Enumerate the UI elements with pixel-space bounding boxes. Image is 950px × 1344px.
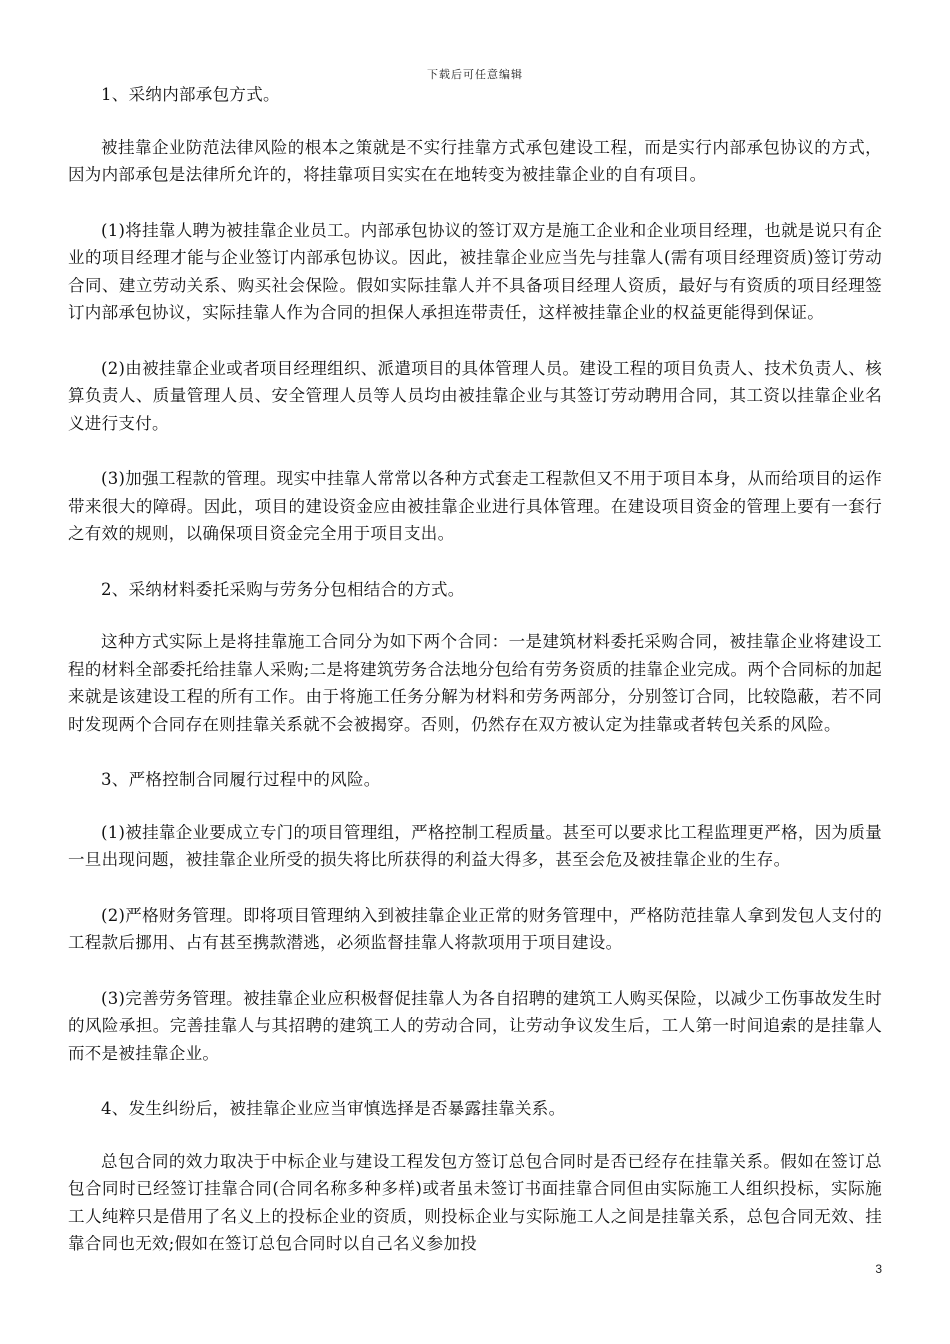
section-heading-2: 2、采纳材料委托采购与劳务分包相结合的方式。 xyxy=(101,579,465,599)
section-heading-1: 1、采纳内部承包方式。 xyxy=(101,85,280,104)
paragraph: 这种方式实际上是将挂靠施工合同分为如下两个合同：一是建筑材料委托采购合同，被挂靠企业将建设工程的材料全部委托给挂靠人采购;二是将建筑劳务合法地分包给有劳务资质的挂靠企业完成。两个合同标的加起来就是该建设工程的所有工作。由于将施工任务分解为材料和劳务两部分，分别签订合同，比较隐蔽，若不同时发现两个合同存在则挂靠关系就不会被揭穿。否则，仍然存在双方被认定为挂靠或者转包关系的风险。 xyxy=(68,632,882,734)
paragraph: 被挂靠企业防范法律风险的根本之策就是不实行挂靠方式承包建设工程，而是实行内部承包协议的方式，因为内部承包是法律所允许的，将挂靠项目实实在在地转变为被挂靠企业的自有项目。 xyxy=(68,137,882,184)
page-number: 3 xyxy=(875,1262,882,1276)
paragraph: (1)被挂靠企业要成立专门的项目管理组，严格控制工程质量。甚至可以要求比工程监理更严格，因为质量一旦出现问题，被挂靠企业所受的损失将比所获得的利益大得多，甚至会危及被挂靠企业的生存。 xyxy=(68,822,882,869)
document-body xyxy=(68,81,882,1286)
section-heading-4: 4、发生纠纷后，被挂靠企业应当审慎选择是否暴露挂靠关系。 xyxy=(101,1099,566,1118)
paragraph: (2)由被挂靠企业或者项目经理组织、派遣项目的具体管理人员。建设工程的项目负责人、技术负责人、核算负责人、质量管理人员、安全管理人员等人员均由被挂靠企业与其签订劳动聘用合同，其工资以挂靠企业名义进行支付。 xyxy=(68,358,882,433)
paragraph: (1)将挂靠人聘为被挂靠企业员工。内部承包协议的签订双方是施工企业和企业项目经理，也就是说只有企业的项目经理才能与企业签订内部承包协议。因此，被挂靠企业应当先与挂靠人(需有项目经理资质)签订劳动合同、建立劳动关系、购买社会保险。假如实际挂靠人并不具备项目经理人资质，最好与有资质的项目经理签订内部承包协议，实际挂靠人作为合同的担保人承担连带责任，这样被挂靠企业的权益更能得到保证。 xyxy=(68,220,882,322)
paragraph: (3)加强工程款的管理。现实中挂靠人常常以各种方式套走工程款但又不用于项目本身，从而给项目的运作带来很大的障碍。因此，项目的建设资金应由被挂靠企业进行具体管理。在建设项目资金的管理上要有一套行之有效的规则，以确保项目资金完全用于项目支出。 xyxy=(68,469,882,543)
paragraph: (2)严格财务管理。即将项目管理纳入到被挂靠企业正常的财务管理中，严格防范挂靠人拿到发包人支付的工程款后挪用、占有甚至携款潜逃，必须监督挂靠人将款项用于项目建设。 xyxy=(68,905,882,952)
header-note: 下载后可任意编辑 xyxy=(427,68,523,81)
paragraph: 总包合同的效力取决于中标企业与建设工程发包方签订总包合同时是否已经存在挂靠关系。假如在签订总包合同时已经签订挂靠合同(合同名称多种多样)或者虽未签订书面挂靠合同但由实际施工人组织投标，实际施工人纯粹只是借用了名义上的投标企业的资质，则投标企业与实际施工人之间是挂靠关系，总包合同无效、挂靠合同也无效;假如在签订总包合同时以自己名义参加投 xyxy=(68,1151,882,1253)
paragraph: (3)完善劳务管理。被挂靠企业应积极督促挂靠人为各自招聘的建筑工人购买保险，以减少工伤事故发生时的风险承担。完善挂靠人与其招聘的建筑工人的劳动合同，让劳动争议发生后，工人第一时间追索的是挂靠人而不是被挂靠企业。 xyxy=(68,988,882,1063)
section-heading-3: 3、严格控制合同履行过程中的风险。 xyxy=(101,770,381,789)
